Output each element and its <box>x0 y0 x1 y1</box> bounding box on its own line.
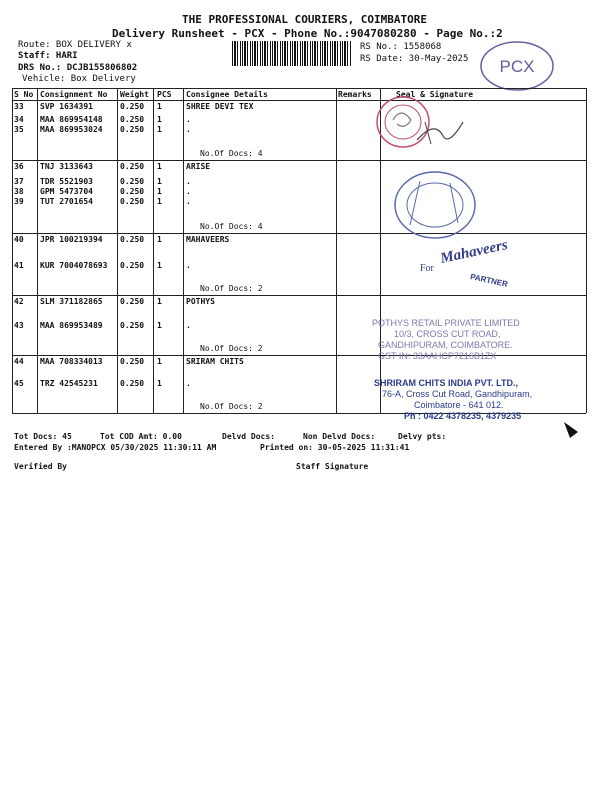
printed-on: Printed on: 30-05-2025 11:31:41 <box>260 443 410 452</box>
row-sno: 44 <box>14 357 24 366</box>
no-of-docs: No.Of Docs: 2 <box>200 284 263 293</box>
row-consignee: MAHAVEERS <box>186 235 230 244</box>
group-divider <box>12 295 586 296</box>
row-sno: 34 <box>14 115 24 124</box>
row-pcs: 1 <box>157 187 162 196</box>
row-consignment-no: TNJ 3133643 <box>40 162 93 171</box>
arrow-mark-icon <box>560 418 590 442</box>
row-consignment-no: SLM 371182865 <box>40 297 103 306</box>
row-consignment-no: MAA 869953024 <box>40 125 103 134</box>
staff-label: Staff: HARI <box>18 51 78 61</box>
no-of-docs: No.Of Docs: 2 <box>200 344 263 353</box>
table-column-divider <box>117 88 118 413</box>
row-consignee: POTHYS <box>186 297 215 306</box>
row-weight: 0.250 <box>120 197 145 206</box>
row-sno: 38 <box>14 187 24 196</box>
row-weight: 0.250 <box>120 162 145 171</box>
table-header-cell: Consignment No <box>40 90 108 99</box>
no-of-docs: No.Of Docs: 4 <box>200 149 263 158</box>
row-dot: . <box>186 379 191 388</box>
table-header-divider <box>12 100 586 101</box>
table-header-cell: Consignee Details <box>186 90 268 99</box>
row-consignment-no: MAA 869954148 <box>40 115 103 124</box>
mahaveers-partner-text: PARTNER <box>469 272 509 289</box>
row-pcs: 1 <box>157 321 162 330</box>
pcx-circle-stamp <box>477 38 557 94</box>
company-title: THE PROFESSIONAL COURIERS, COIMBATORE <box>182 13 428 26</box>
delvy-pts: Delvy pts: <box>398 432 447 441</box>
pothys-line-3: GANDHIPURAM, COIMBATORE. <box>378 340 513 350</box>
row-sno: 37 <box>14 177 24 186</box>
row-pcs: 1 <box>157 379 162 388</box>
pothys-seal-stamp <box>372 318 520 362</box>
row-consignment-no: KUR 7004078693 <box>40 261 108 270</box>
row-dot: . <box>186 197 191 206</box>
row-sno: 36 <box>14 162 24 171</box>
row-weight: 0.250 <box>120 261 145 270</box>
row-weight: 0.250 <box>120 187 145 196</box>
row-dot: . <box>186 177 191 186</box>
row-consignment-no: MAA 708334013 <box>40 357 103 366</box>
verified-by: Verified By <box>14 462 67 471</box>
sriram-seal-stamp <box>374 378 532 422</box>
row-sno: 39 <box>14 197 24 206</box>
row-consignee: SRIRAM CHITS <box>186 357 244 366</box>
row-consignee: ARISE <box>186 162 211 171</box>
group-divider <box>12 233 586 234</box>
row-weight: 0.250 <box>120 357 145 366</box>
group-divider <box>12 160 586 161</box>
row-dot: . <box>186 261 191 270</box>
row-sno: 35 <box>14 125 24 134</box>
entered-by: Entered By :MANOPCX 05/30/2025 11:30:11 AM <box>14 443 217 452</box>
pothys-line-4: GST IN: 33AAHCP7216B1ZX <box>378 351 497 361</box>
row-weight: 0.250 <box>120 102 145 111</box>
pcx-stamp-text: PCX <box>499 57 535 76</box>
row-pcs: 1 <box>157 297 162 306</box>
row-weight: 0.250 <box>120 379 145 388</box>
row-dot: . <box>186 321 191 330</box>
staff-signature: Staff Signature <box>296 462 369 471</box>
table-border-top <box>12 88 586 89</box>
sriram-line-4: Ph : 0422 4378235, 4379235 <box>404 411 522 421</box>
row-pcs: 1 <box>157 357 162 366</box>
no-of-docs: No.Of Docs: 2 <box>200 402 263 411</box>
row-dot: . <box>186 187 191 196</box>
row-pcs: 1 <box>157 102 162 111</box>
table-header-cell: Weight <box>120 90 149 99</box>
row-dot: . <box>186 125 191 134</box>
table-column-divider <box>586 88 587 413</box>
row-consignment-no: TUT 2701654 <box>40 197 93 206</box>
row-dot: . <box>186 115 191 124</box>
vehicle-label: Vehicle: Box Delivery <box>22 74 136 84</box>
row-pcs: 1 <box>157 125 162 134</box>
row-consignment-no: TDR 5521903 <box>40 177 93 186</box>
table-column-divider <box>336 88 337 413</box>
pothys-line-1: POTHYS RETAIL PRIVATE LIMITED <box>372 318 520 328</box>
row-pcs: 1 <box>157 162 162 171</box>
table-header-cell: Remarks <box>338 90 372 99</box>
row-pcs: 1 <box>157 177 162 186</box>
row-weight: 0.250 <box>120 125 145 134</box>
row-consignment-no: TRZ 42545231 <box>40 379 98 388</box>
row-consignee: SHREE DEVI TEX <box>186 102 254 111</box>
row-weight: 0.250 <box>120 235 145 244</box>
table-header-cell: PCS <box>157 90 172 99</box>
table-header-cell: Seal & Signature <box>396 90 474 99</box>
route-label: Route: BOX DELIVERY x <box>18 40 132 50</box>
shree-devi-seal-stamp <box>365 92 485 162</box>
table-column-divider <box>183 88 184 413</box>
sriram-line-2: 76-A, Cross Cut Road, Gandhipuram, <box>382 389 533 399</box>
table-column-divider <box>153 88 154 413</box>
row-consignment-no: JPR 100219394 <box>40 235 103 244</box>
row-weight: 0.250 <box>120 297 145 306</box>
row-sno: 42 <box>14 297 24 306</box>
table-column-divider <box>12 88 13 413</box>
sriram-line-3: Coimbatore - 641 012. <box>414 400 504 410</box>
rs-number: RS No.: 1558068 <box>360 42 442 52</box>
row-pcs: 1 <box>157 235 162 244</box>
row-pcs: 1 <box>157 197 162 206</box>
barcode-image <box>232 41 352 66</box>
mahaveers-logo: Mahaveers <box>438 237 510 267</box>
arise-seal-stamp <box>380 165 490 247</box>
row-consignment-no: MAA 869953489 <box>40 321 103 330</box>
delvd-docs: Delvd Docs: <box>222 432 275 441</box>
drs-number: DRS No.: DCJB155806802 <box>18 63 138 73</box>
mahaveers-for-text: For <box>420 263 434 274</box>
row-sno: 43 <box>14 321 24 330</box>
row-consignment-no: GPM 5473704 <box>40 187 93 196</box>
no-of-docs: No.Of Docs: 4 <box>200 222 263 231</box>
runsheet-title: Delivery Runsheet - PCX - Phone No.:9047080280 - Page No.:2 <box>112 27 503 40</box>
row-consignment-no: SVP 1634391 <box>40 102 93 111</box>
non-delvd-docs: Non Delvd Docs: <box>303 432 376 441</box>
rs-date: RS Date: 30-May-2025 <box>360 54 469 64</box>
row-weight: 0.250 <box>120 321 145 330</box>
pothys-line-2: 10/3, CROSS CUT ROAD, <box>394 329 501 339</box>
row-sno: 45 <box>14 379 24 388</box>
table-header-cell: S No <box>14 90 34 99</box>
row-sno: 33 <box>14 102 24 111</box>
row-sno: 40 <box>14 235 24 244</box>
sriram-line-1: SHRIRAM CHITS INDIA PVT. LTD., <box>374 378 518 388</box>
row-sno: 41 <box>14 261 24 270</box>
tot-docs: Tot Docs: 45 <box>14 432 72 441</box>
row-pcs: 1 <box>157 261 162 270</box>
row-weight: 0.250 <box>120 115 145 124</box>
row-weight: 0.250 <box>120 177 145 186</box>
table-column-divider <box>37 88 38 413</box>
tot-cod-amt: Tot COD Amt: 0.00 <box>100 432 182 441</box>
row-pcs: 1 <box>157 115 162 124</box>
